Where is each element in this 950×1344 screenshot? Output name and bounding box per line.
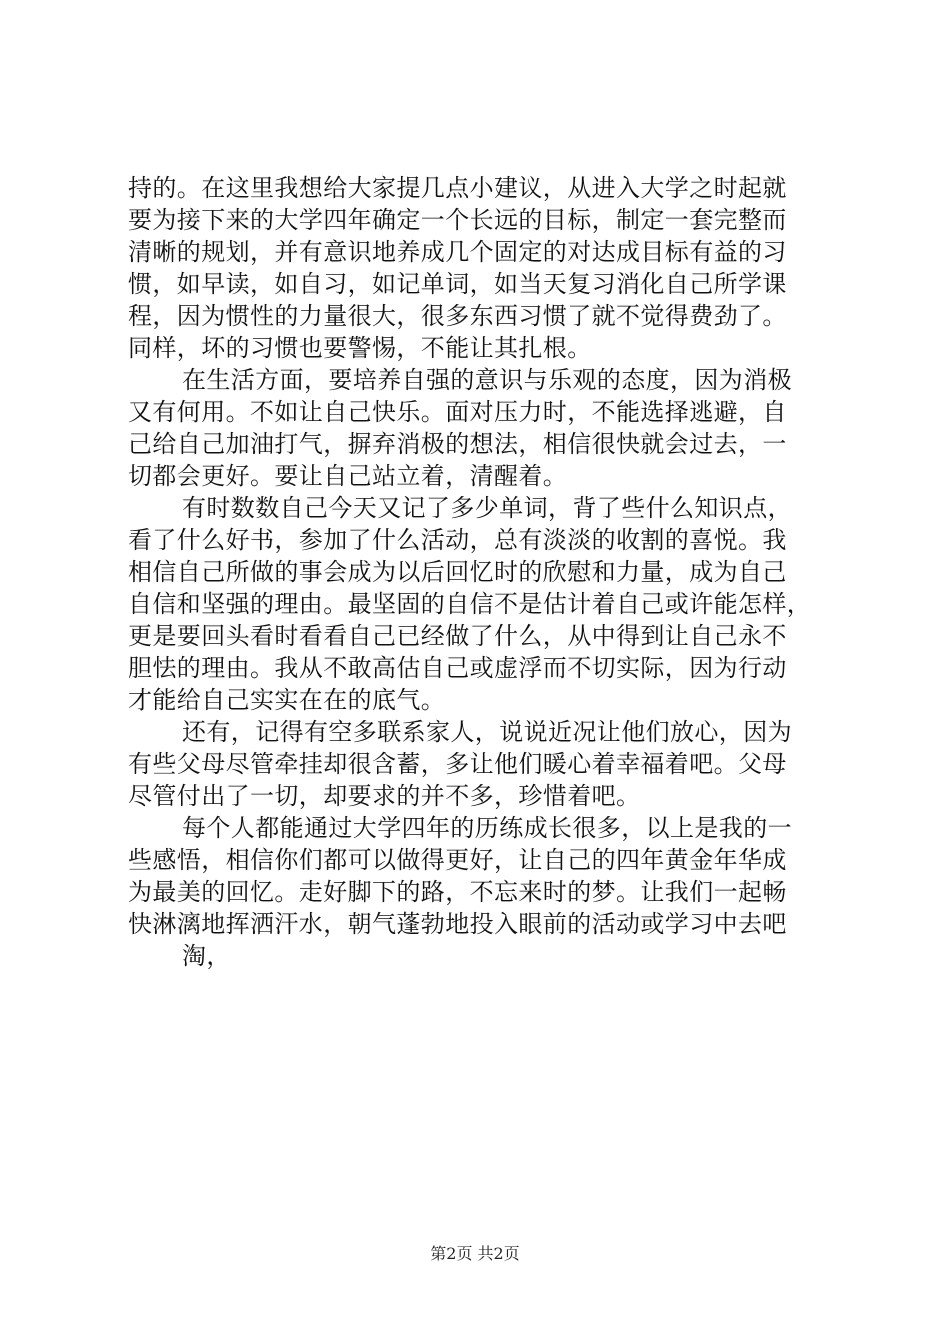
text-line: 又有何用。不如让自己快乐。面对压力时，不能选择逃避，自 <box>128 398 787 426</box>
text-line: 自信和坚强的理由。最坚固的自信不是估计着自己或许能怎样， <box>128 590 812 618</box>
text-line: 清晰的规划，并有意识地养成几个固定的对达成目标有益的习 <box>128 238 787 266</box>
text-line: 还有，记得有空多联系家人，说说近况让他们放心，因为 <box>182 718 792 746</box>
text-line: 同样，坏的习惯也要警惕，不能让其扎根。 <box>128 334 592 362</box>
text-line: 更是要回头看时看看自己已经做了什么，从中得到让自己永不 <box>128 622 787 650</box>
text-line: 有些父母尽管牵挂却很含蓄，多让他们暖心着幸福着吧。父母 <box>128 750 787 778</box>
text-line: 在生活方面，要培养自强的意识与乐观的态度，因为消极 <box>182 366 792 394</box>
text-line: 才能给自己实实在在的底气。 <box>128 686 446 714</box>
text-line: 惯，如早读，如自习，如记单词，如当天复习消化自己所学课 <box>128 270 787 298</box>
text-line: 淘， <box>182 942 231 970</box>
text-line: 相信自己所做的事会成为以后回忆时的欣慰和力量，成为自己 <box>128 558 787 586</box>
text-line: 些感悟，相信你们都可以做得更好，让自己的四年黄金年华成 <box>128 846 787 874</box>
document-body <box>128 172 828 972</box>
text-line: 尽管付出了一切，却要求的并不多，珍惜着吧。 <box>128 782 641 810</box>
text-line: 己给自己加油打气，摒弃消极的想法，相信很快就会过去，一 <box>128 430 787 458</box>
text-line: 每个人都能通过大学四年的历练成长很多，以上是我的一 <box>182 814 792 842</box>
text-line: 要为接下来的大学四年确定一个长远的目标，制定一套完整而 <box>128 206 787 234</box>
text-line: 程，因为惯性的力量很大，很多东西习惯了就不觉得费劲了。 <box>128 302 787 330</box>
text-line: 切都会更好。要让自己站立着，清醒着。 <box>128 462 568 490</box>
text-line: 有时数数自己今天又记了多少单词，背了些什么知识点， <box>182 494 792 522</box>
text-line: 为最美的回忆。走好脚下的路，不忘来时的梦。让我们一起畅 <box>128 878 787 906</box>
page-footer: 第2页 共2页 <box>430 1244 520 1263</box>
text-line: 胆怯的理由。我从不敢高估自己或虚浮而不切实际，因为行动 <box>128 654 787 682</box>
text-line: 看了什么好书，参加了什么活动，总有淡淡的收割的喜悦。我 <box>128 526 787 554</box>
text-line: 持的。在这里我想给大家提几点小建议，从进入大学之时起就 <box>128 174 787 202</box>
text-line: 快淋漓地挥洒汗水，朝气蓬勃地投入眼前的活动或学习中去吧 <box>128 910 787 938</box>
